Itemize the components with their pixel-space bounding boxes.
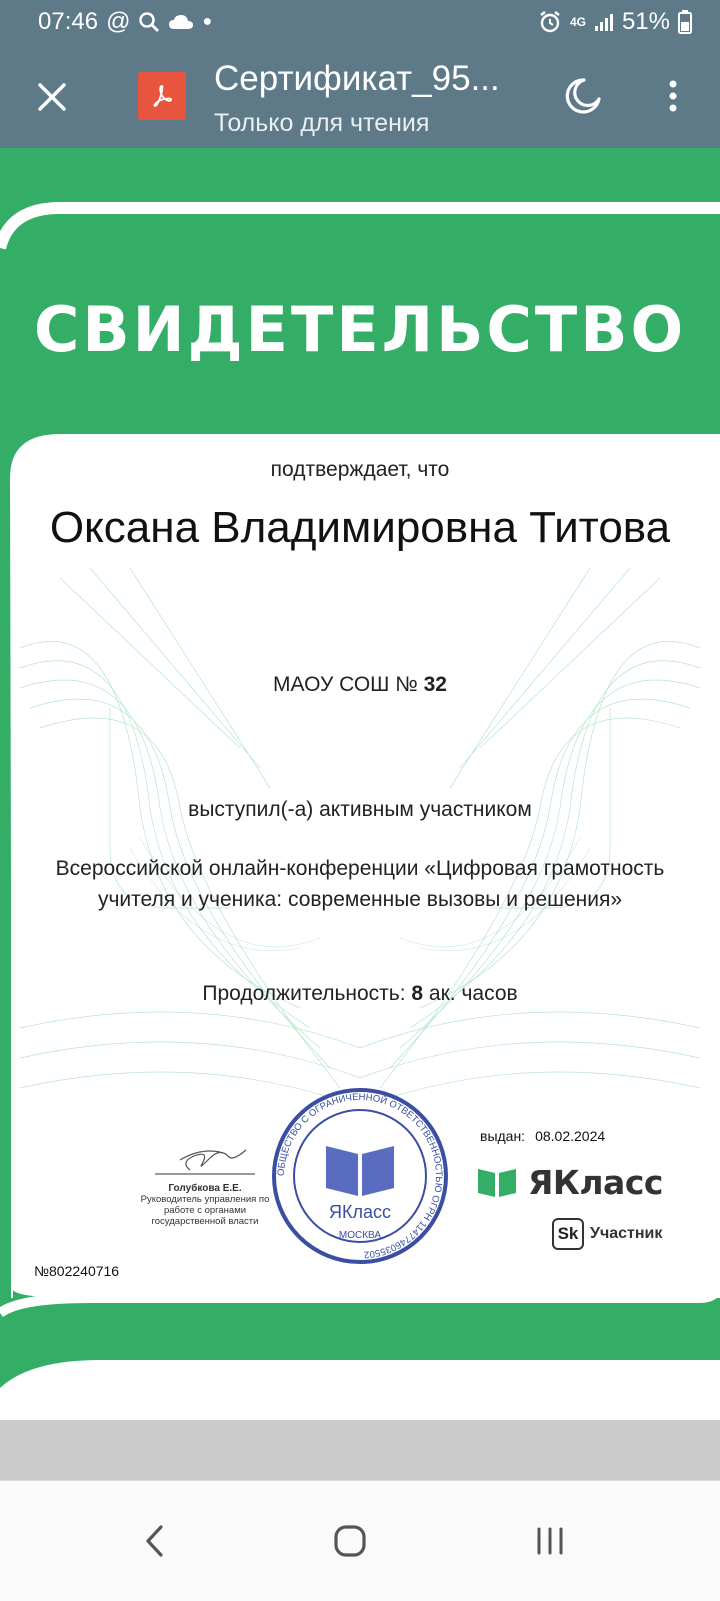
close-icon xyxy=(38,83,66,111)
book-icon xyxy=(476,1167,518,1199)
app-bar xyxy=(0,45,720,148)
signer-name: Голубкова Е.Е. xyxy=(168,1183,242,1194)
battery-icon xyxy=(678,10,692,34)
brand-name: ЯКласс xyxy=(528,1163,663,1202)
issued-date: 08.02.2024 xyxy=(535,1128,606,1144)
signal-icon xyxy=(594,12,614,32)
back-button[interactable] xyxy=(125,1511,185,1571)
skolkovo-badge xyxy=(552,1218,662,1250)
certificate-heading: СВИДЕТЕЛЬСТВО xyxy=(33,293,687,366)
pdf-icon xyxy=(138,72,186,120)
document-title: Сертификат_95... xyxy=(214,59,500,98)
confirms-text: подтверждает, что xyxy=(270,458,450,481)
pdf-page[interactable] xyxy=(0,148,720,1420)
alarm-icon xyxy=(538,10,562,34)
participant-text: выступил(-а) активным участником xyxy=(188,798,532,821)
yaklass-logo xyxy=(476,1163,663,1202)
signature-icon xyxy=(150,1138,260,1178)
school-prefix: МАОУ СОШ № xyxy=(273,673,424,696)
seal-icon xyxy=(270,1086,450,1266)
issued-block xyxy=(480,1128,605,1144)
more-options-button[interactable] xyxy=(660,73,686,119)
more-vert-icon xyxy=(669,80,677,112)
viewer-background xyxy=(0,1420,720,1480)
cloud-icon xyxy=(168,13,194,31)
network-type: 4G xyxy=(569,15,586,29)
conference-text: Всероссийской онлайн-конференции «Цифровая грамотность учителя и ученика: современные вызовы и решения» xyxy=(55,857,665,911)
issued-label: выдан: xyxy=(480,1128,526,1144)
school-text xyxy=(0,673,720,697)
duration-prefix: Продолжительность: xyxy=(202,982,412,1005)
night-mode-button[interactable] xyxy=(560,73,606,119)
recents-icon xyxy=(535,1526,565,1556)
close-button[interactable] xyxy=(30,75,74,119)
search-status-icon xyxy=(138,11,160,33)
navigation-bar xyxy=(0,1480,720,1601)
duration-text xyxy=(0,982,720,1006)
certificate-number: №802240716 xyxy=(34,1263,120,1279)
document-subtitle: Только для чтения xyxy=(214,109,430,137)
seal-city: МОСКВА xyxy=(338,1230,382,1241)
seal-ring-text: ОБЩЕСТВО С ОГРАНИЧЕННОЙ ОТВЕТСТВЕННОСТЬЮ ОГРН 1147746035502 xyxy=(275,1091,445,1260)
sk-logo-icon: Sk xyxy=(552,1218,584,1250)
moon-icon xyxy=(564,77,602,115)
recipient-name: Оксана Владимировна Титова xyxy=(49,503,671,552)
school-number: 32 xyxy=(423,673,447,696)
dot-icon: ● xyxy=(202,13,213,30)
home-button[interactable] xyxy=(320,1511,380,1571)
status-bar xyxy=(0,0,720,45)
signature-block xyxy=(140,1138,270,1227)
back-icon xyxy=(143,1524,167,1558)
battery-percent: 51% xyxy=(621,8,670,35)
duration-value: 8 xyxy=(411,982,424,1005)
seal-brand: ЯКласс xyxy=(329,1202,391,1222)
signer-position: Руководитель управления по работе с органами государственной власти xyxy=(140,1194,270,1227)
sk-label: Участник xyxy=(590,1225,663,1242)
status-time: 07:46 xyxy=(38,8,99,35)
duration-suffix: ак. часов xyxy=(423,982,518,1005)
home-icon xyxy=(333,1524,367,1558)
recents-button[interactable] xyxy=(520,1511,580,1571)
at-icon: @ xyxy=(106,8,131,35)
